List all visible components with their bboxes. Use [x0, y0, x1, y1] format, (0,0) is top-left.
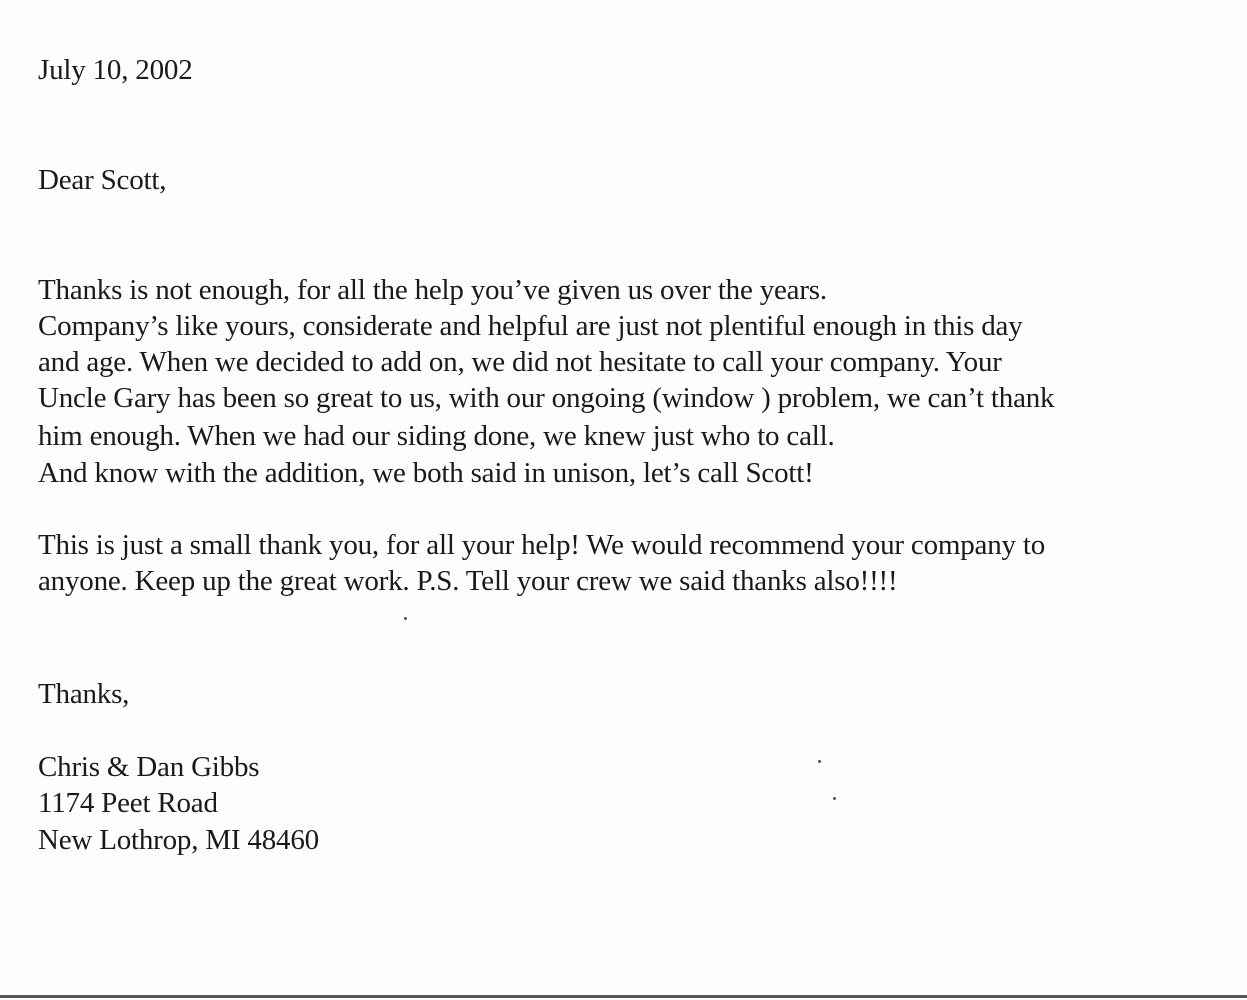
signature-names: Chris & Dan Gibbs: [38, 751, 260, 783]
signature-city-state-zip: New Lothrop, MI 48460: [38, 824, 319, 856]
salutation: Dear Scott,: [38, 164, 167, 196]
paragraph-1-line-2: Company’s like yours, considerate and helpful are just not plentiful enough in this day: [38, 310, 1023, 342]
scan-speck: [833, 797, 836, 800]
closing: Thanks,: [38, 678, 130, 710]
page-bottom-edge: [0, 995, 1247, 998]
letter-date: July 10, 2002: [38, 54, 193, 86]
paragraph-2-line-1: This is just a small thank you, for all your help! We would recommend your company to: [38, 529, 1046, 561]
paragraph-2-line-2: anyone. Keep up the great work. P.S. Tell your crew we said thanks also!!!!: [38, 565, 898, 597]
signature-street: 1174 Peet Road: [38, 787, 218, 819]
paragraph-1-line-6: And know with the addition, we both said in unison, let’s call Scott!: [38, 457, 814, 489]
paragraph-1-line-3: and age. When we decided to add on, we did not hesitate to call your company. Your: [38, 346, 1002, 378]
paragraph-1-line-5: him enough. When we had our siding done, we knew just who to call.: [38, 420, 835, 452]
scan-speck: [404, 617, 407, 620]
scan-speck: [818, 760, 821, 763]
paragraph-1-line-4: Uncle Gary has been so great to us, with our ongoing (window ) problem, we can’t thank: [38, 382, 1055, 414]
paragraph-1-line-1: Thanks is not enough, for all the help you’ve given us over the years.: [38, 274, 827, 306]
